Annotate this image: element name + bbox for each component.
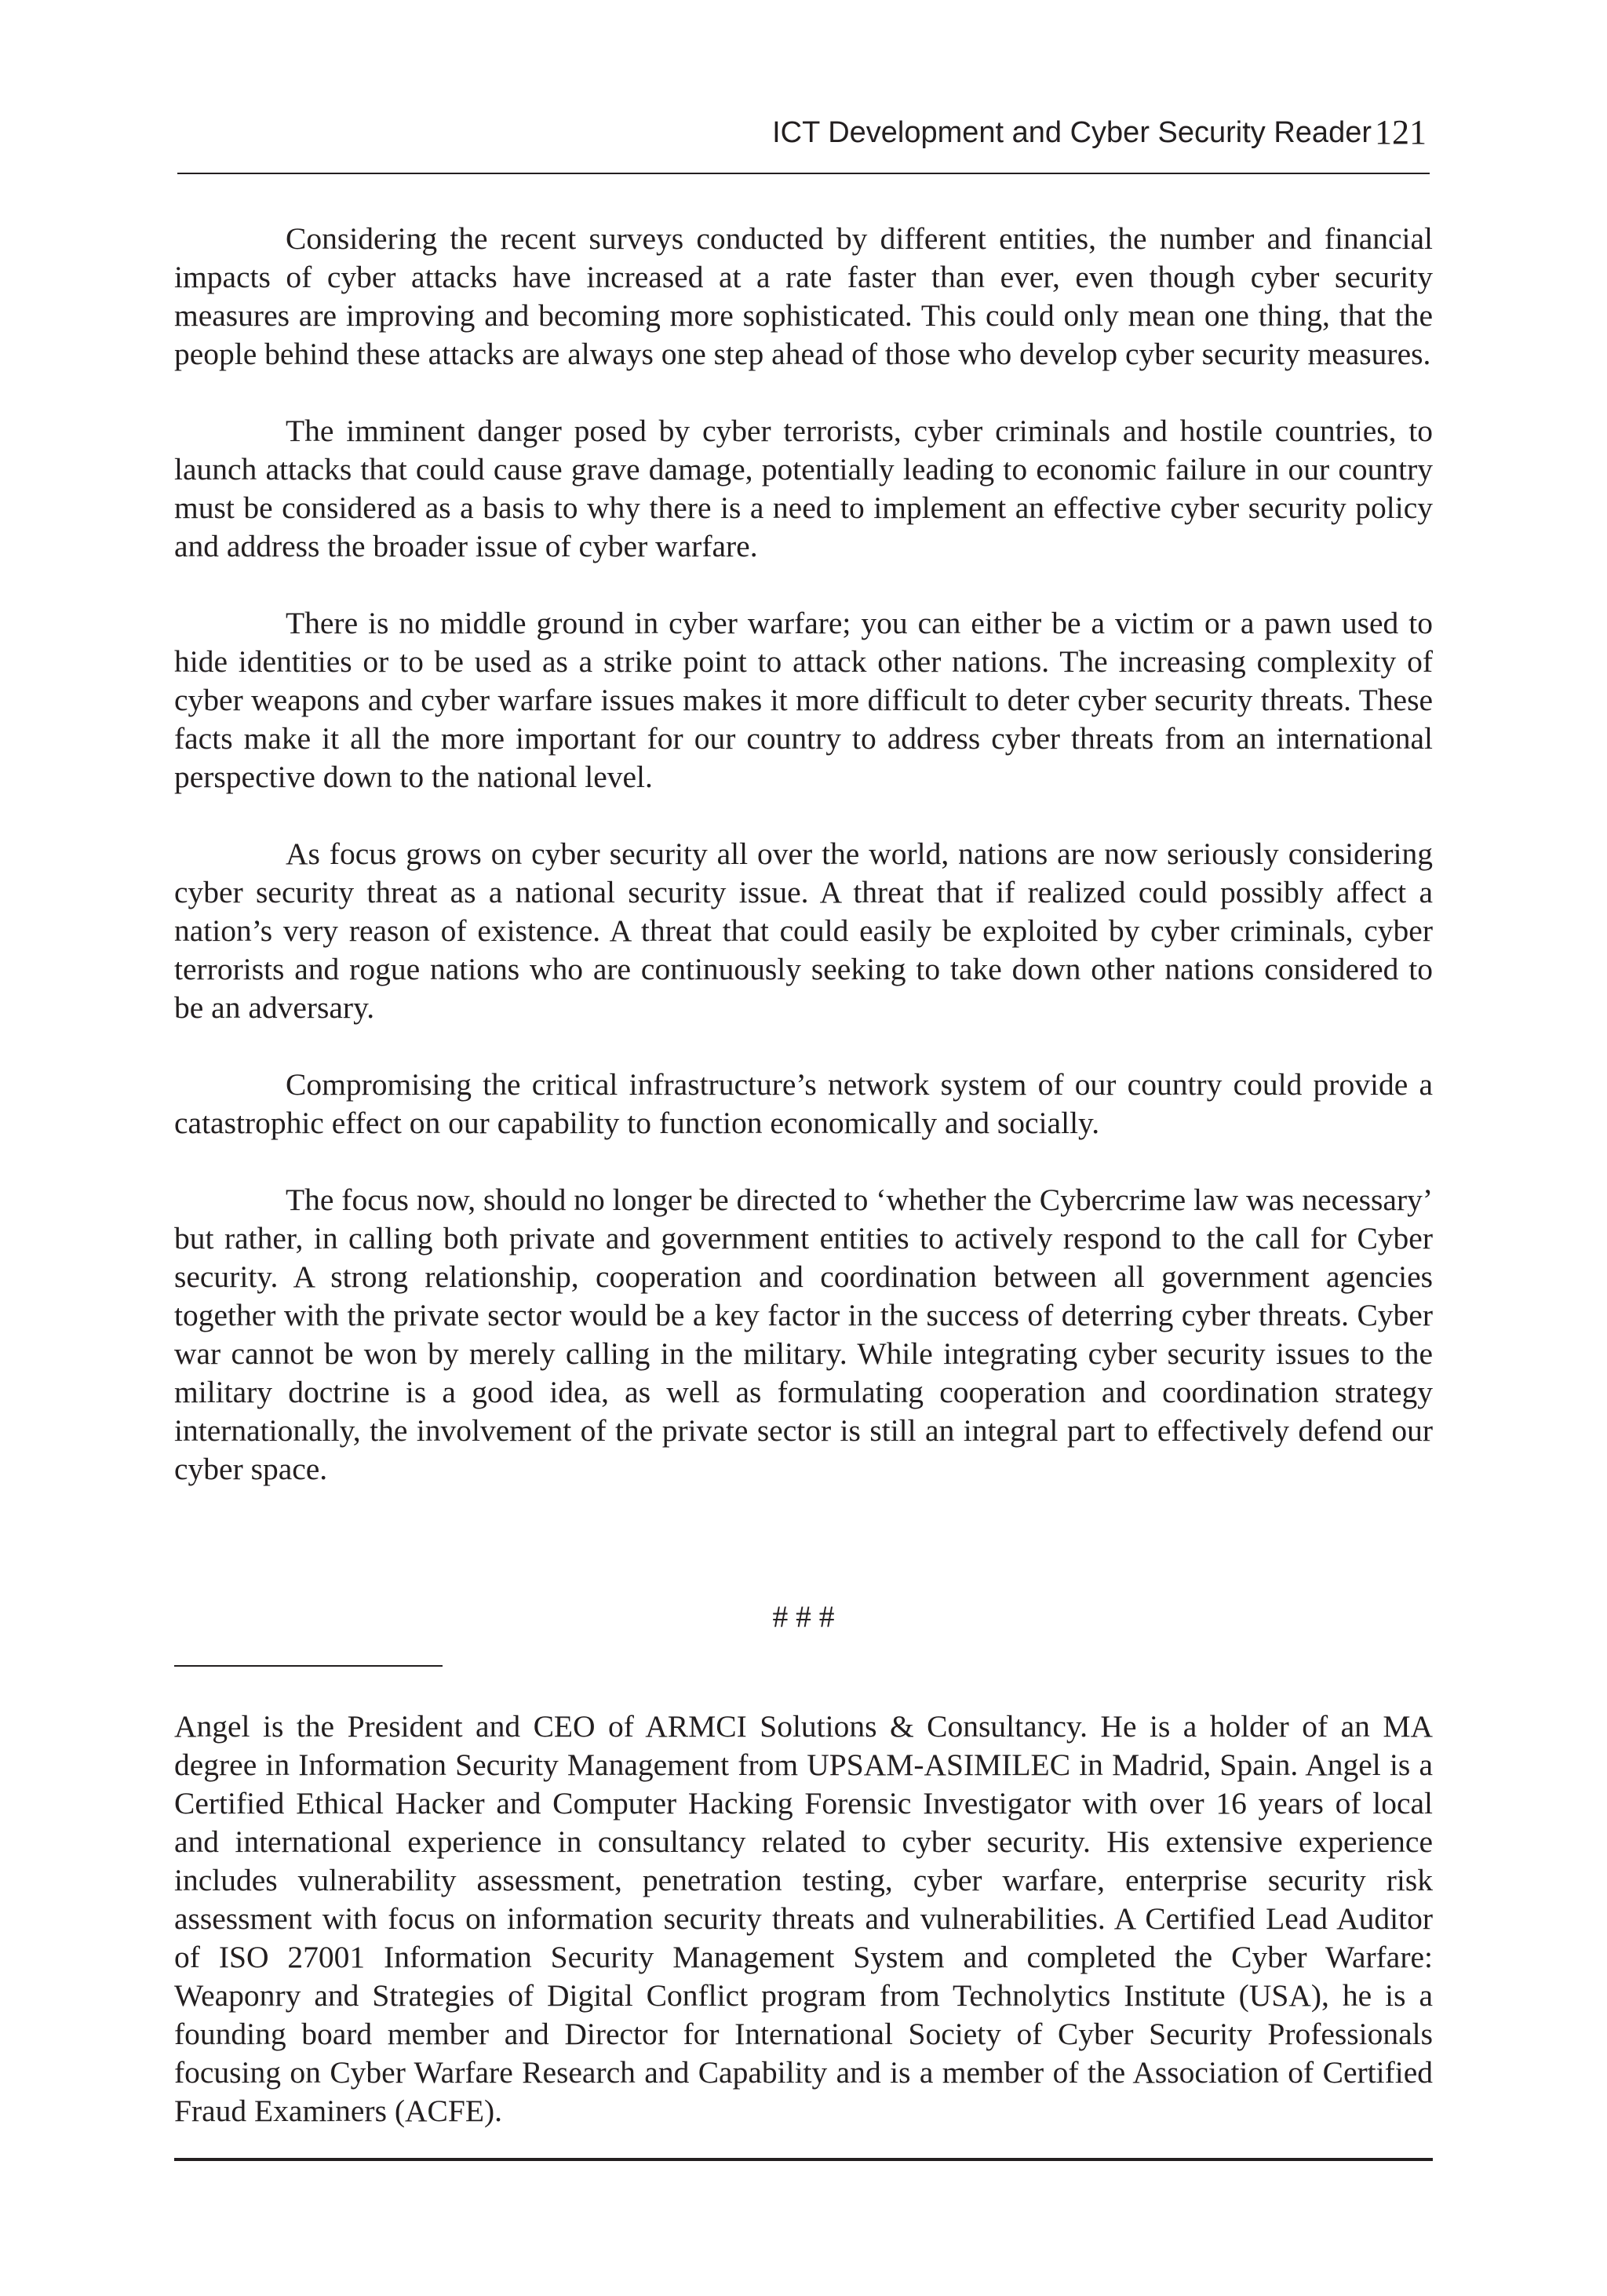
- footnote-rule: [174, 1665, 443, 1667]
- section-separator: # # #: [772, 1599, 835, 1634]
- body-text: [174, 220, 1433, 1527]
- paragraph: Considering the recent surveys conducted by different entities, the number and financial impacts of cyber attacks have increased at a rate faster than ever, even though cyber security measures are improving and becoming more sophisticated. This could only mean one thing, that the people behind these attacks are always one step ahead of those who develop cyber security measures.: [174, 221, 1433, 371]
- running-header-title: ICT Development and Cyber Security Reader: [772, 116, 1372, 149]
- paragraph: Compromising the critical infrastructure’s network system of our country could provide a catastrophic effect on our capability to function economically and socially.: [174, 1067, 1433, 1140]
- page-number: 121: [1375, 113, 1427, 151]
- header-rule: [177, 173, 1430, 174]
- paragraph: There is no middle ground in cyber warfare; you can either be a victim or a pawn used to hide identities or to be used as a strike point to attack other nations. The increasing complexity of cyber weapons and cyber warfare issues makes it more difficult to deter cyber security threats. These facts make it all the more important for our country to address cyber threats from an international perspective down to the national level.: [174, 606, 1433, 794]
- author-bio-footnote: Angel is the President and CEO of ARMCI Solutions & Consultancy. He is a holder of an MA degree in Information Security Management from UPSAM-ASIMILEC in Madrid, Spain. Angel is a Certified Ethical Hacker and Computer Hacking Forensic Investigator with over 16 years of local and international experience in consultancy related to cyber security. His extensive experience includes vulnerability assessment, penetration testing, cyber warfare, enterprise security risk assessment with focus on information security threats and vulnerabilities. A Certified Lead Auditor of ISO 27001 Information Security Management System and completed the Cyber Warfare: Weaponry and Strategies of Digital Conflict program from Technolytics Institute (USA), he is a founding board member and Director for International Society of Cyber Security Professionals focusing on Cyber Warfare Research and Capability and is a member of the Association of Certified Fraud Examiners (ACFE).: [174, 1709, 1433, 2128]
- paragraph: The imminent danger posed by cyber terrorists, cyber criminals and hostile countries, to launch attacks that could cause grave damage, potentially leading to economic failure in our country must be considered as a basis to why there is a need to implement an effective cyber security policy and address the broader issue of cyber warfare.: [174, 414, 1433, 563]
- paragraph: The focus now, should no longer be directed to ‘whether the Cybercrime law was necessary’ but rather, in calling both private and government entities to actively respond to the call for Cyber security. A strong relationship, cooperation and coordination between all government agencies together with the private sector would be a key factor in the success of deterring cyber threats. Cyber war cannot be won by merely calling in the military. While integrating cyber security issues to the military doctrine is a good idea, as well as formulating cooperation and coordination strategy internationally, the involvement of the private sector is still an integral part to effectively defend our cyber space.: [174, 1183, 1433, 1486]
- footer-rule: [174, 2158, 1433, 2161]
- paragraph: As focus grows on cyber security all over the world, nations are now seriously considering cyber security threat as a national security issue. A threat that if realized could possibly affect a nation’s very reason of existence. A threat that could easily be exploited by cyber criminals, cyber terrorists and rogue nations who are continuously seeking to take down other nations considered to be an adversary.: [174, 836, 1433, 1025]
